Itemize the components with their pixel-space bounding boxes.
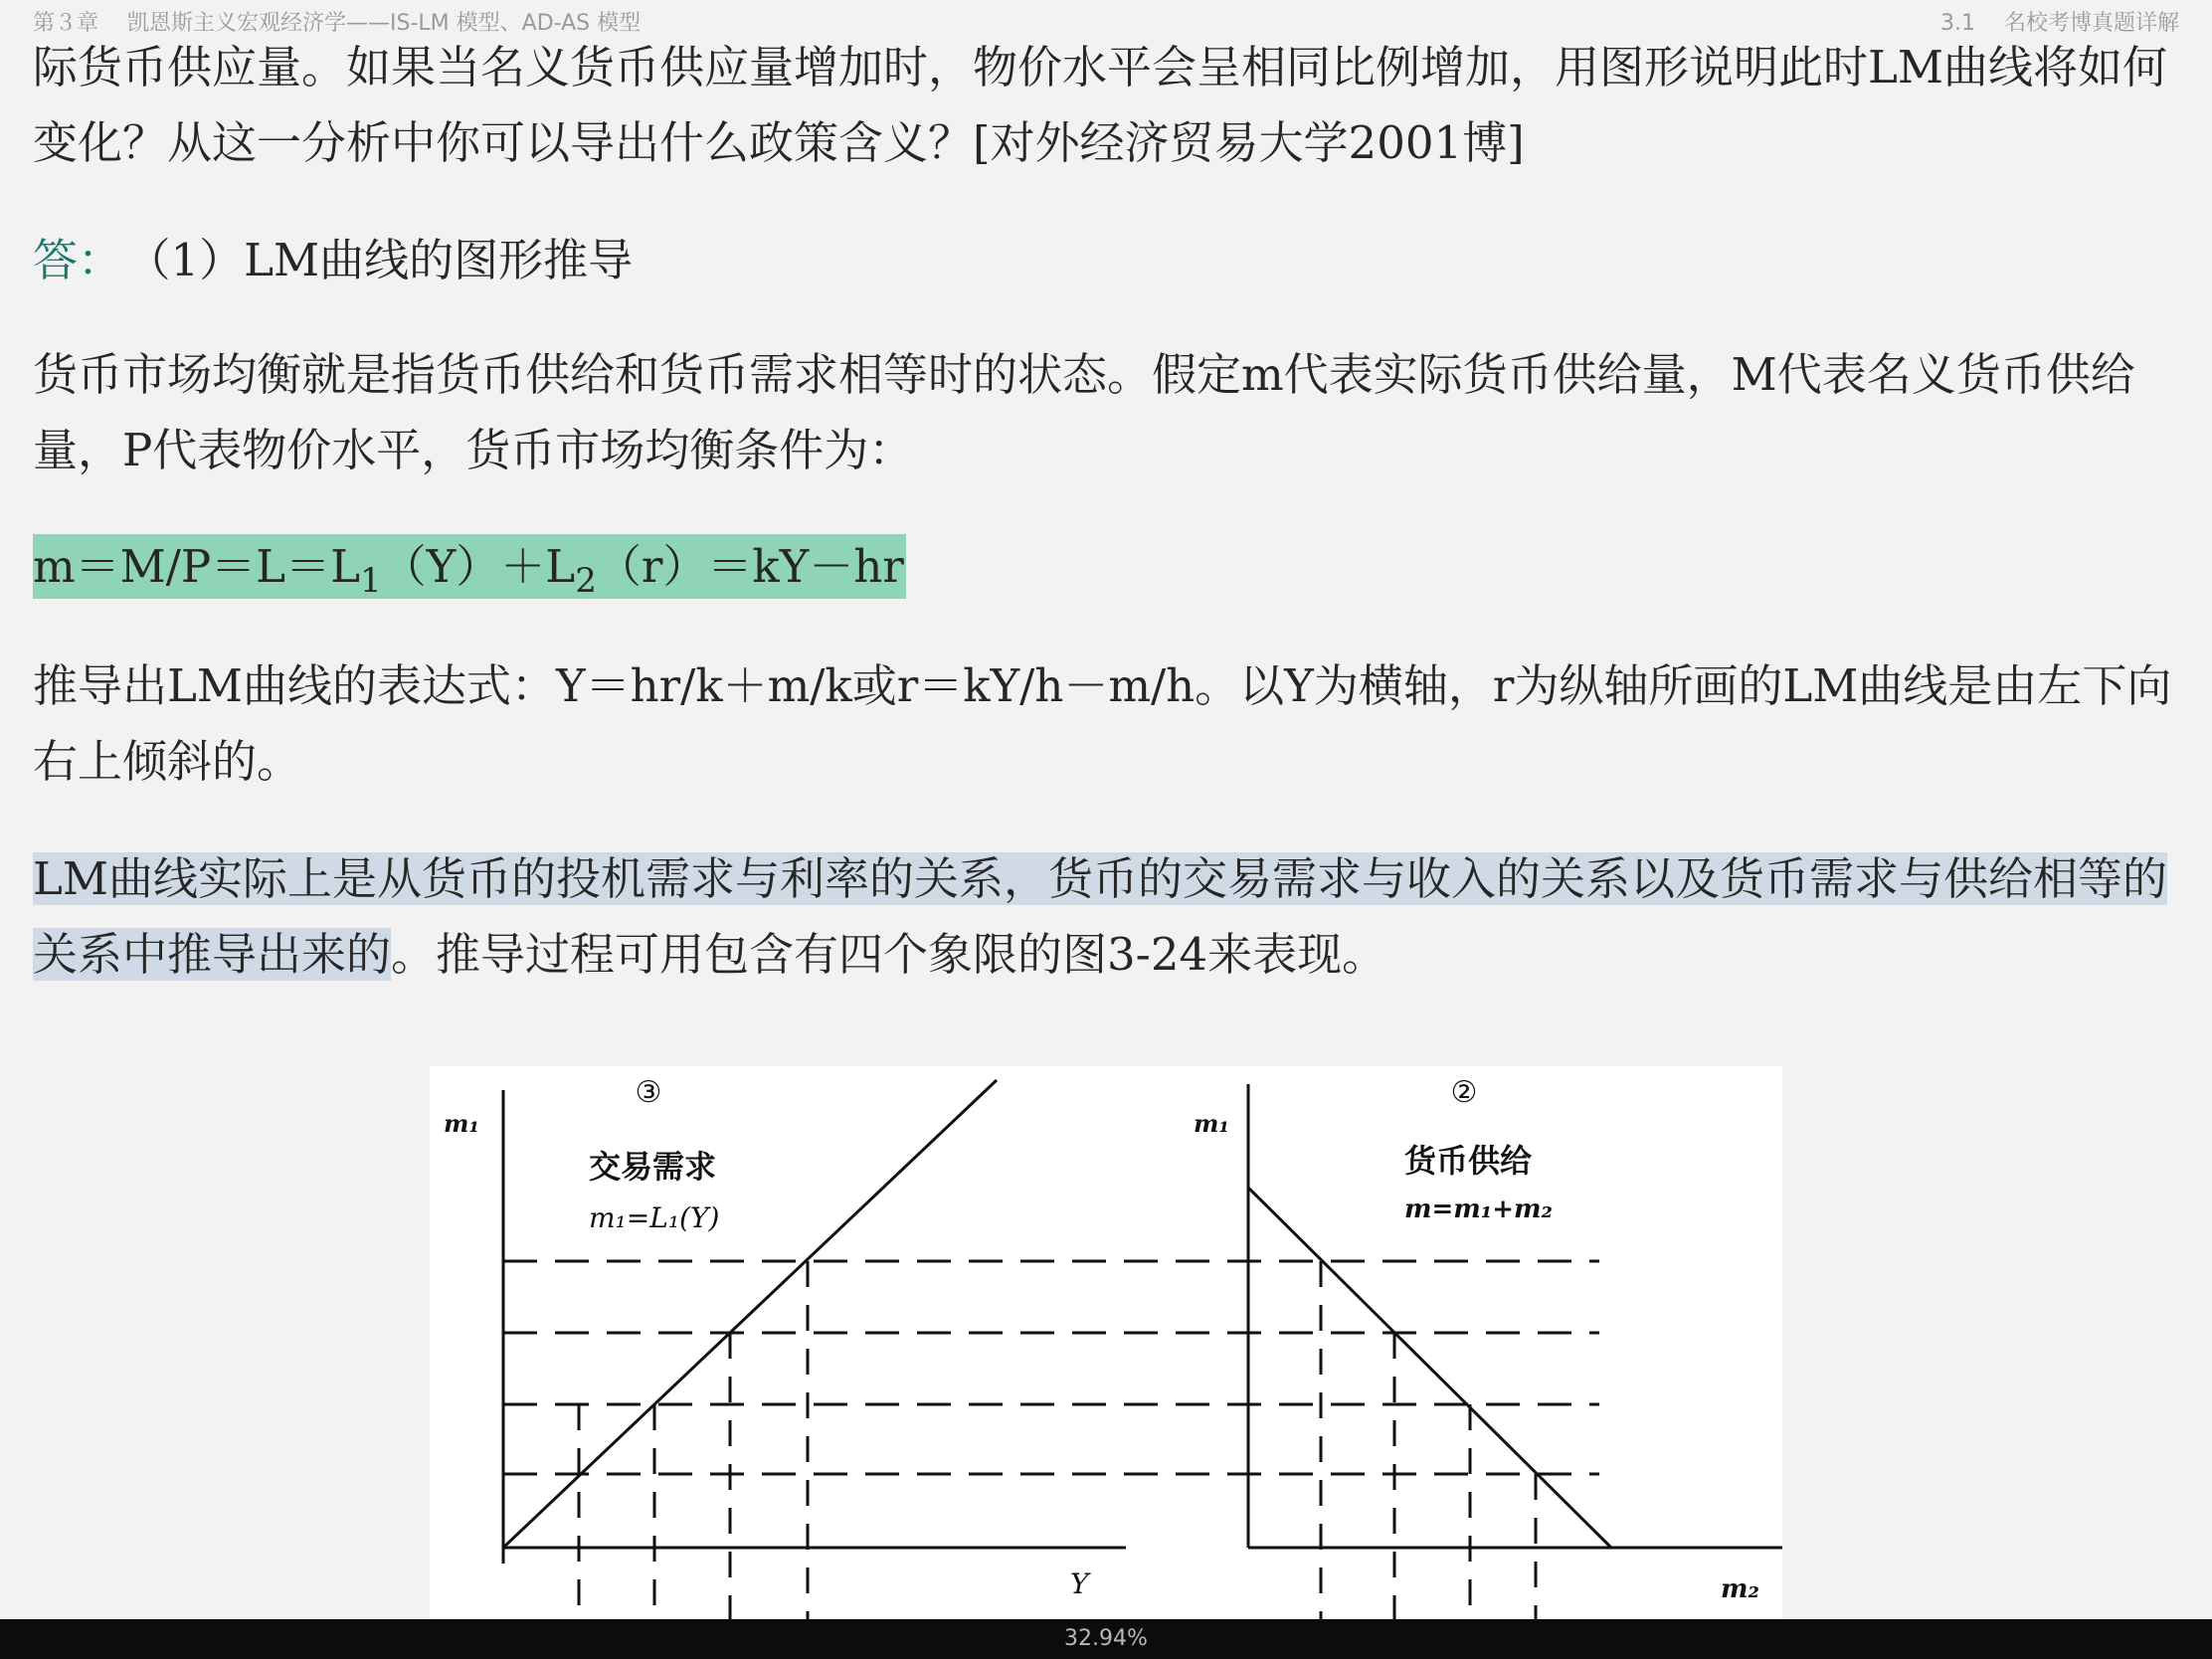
four-quadrant-diagram (430, 1066, 1782, 1631)
formula-subscript-2: 2 (575, 561, 597, 601)
question-text: 际货币供应量。如果当名义货币供应量增加时，物价水平会呈相同比例增加，用图形说明此时LM曲线将如何变化？从这一分析中你可以导出什么政策含义？[对外经济贸易大学2001博] (33, 41, 2167, 169)
derivation-paragraph: 推导出LM曲线的表达式：Y＝hr/k＋m/k或r＝kY/h－m/h。以Y为横轴，r为纵轴所画的LM曲线是由左下向右上倾斜的。 (33, 659, 2172, 788)
quadrant-3-formula: m₁=L₁(Y) (589, 1201, 720, 1234)
page-content[interactable] (33, 30, 2181, 993)
answer-heading-text: （1）LM曲线的图形推导 (148, 234, 634, 286)
formula-subscript-1: 1 (359, 561, 382, 601)
quadrant-3-y-label: m₁ (444, 1109, 479, 1138)
chapter-number: 第３章 (33, 11, 99, 36)
figure-3-24[interactable] (430, 1066, 1782, 1631)
transaction-demand-line (503, 1080, 997, 1548)
quadrant-3-title: 交易需求 (589, 1148, 717, 1186)
reading-progress-bar (0, 1619, 2212, 1659)
formula-part-2: （Y）＋L (381, 540, 576, 593)
equilibrium-formula (33, 529, 2181, 605)
lm-paragraph-rest: 。推导过程可用包含有四个象限的图3-24来表现。 (391, 928, 1387, 981)
formula-part-1: m＝M/P＝L＝L (33, 540, 360, 593)
formula-part-3: （r）＝kY－hr (596, 540, 904, 593)
horizontal-dashes (503, 1261, 1599, 1474)
quadrant-2-y-label: m₁ (1194, 1109, 1229, 1138)
quadrant-2-title: 货币供给 (1404, 1142, 1533, 1180)
quadrant-2-number: ② (1450, 1075, 1478, 1110)
quadrant-3-number: ③ (635, 1075, 662, 1110)
money-supply-line (1248, 1188, 1611, 1548)
money-market-paragraph: 货币市场均衡就是指货币供给和货币需求相等时的状态。假定m代表实际货币供给量，M代表名义货币供给量，P代表物价水平，货币市场均衡条件为： (33, 348, 2135, 476)
answer-heading (33, 223, 2181, 298)
lm-paragraph-highlight[interactable]: LM曲线实际上是从货币的投机需求与利率的关系，货币的交易需求与收入的关系以及货币需求与供给相等的关系中推导出来的 (33, 852, 2167, 981)
section-title: 名校考博真题详解 (2003, 11, 2179, 36)
quadrant-2-x-label: m₂ (1721, 1574, 1759, 1604)
section-number: 3.1 (1939, 11, 1975, 36)
answer-label: 答： (33, 234, 123, 286)
quadrant-3-x-label: Y (1070, 1567, 1089, 1600)
progress-percent: 32.94% (1064, 1626, 1148, 1651)
vertical-dashes (579, 1261, 1536, 1631)
chapter-title: 凯恩斯主义宏观经济学——IS-LM 模型、AD-AS 模型 (127, 11, 642, 36)
formula-highlight[interactable] (33, 534, 906, 599)
quadrant-2-formula: m=m₁+m₂ (1404, 1195, 1553, 1224)
lm-paragraph (33, 841, 2181, 993)
